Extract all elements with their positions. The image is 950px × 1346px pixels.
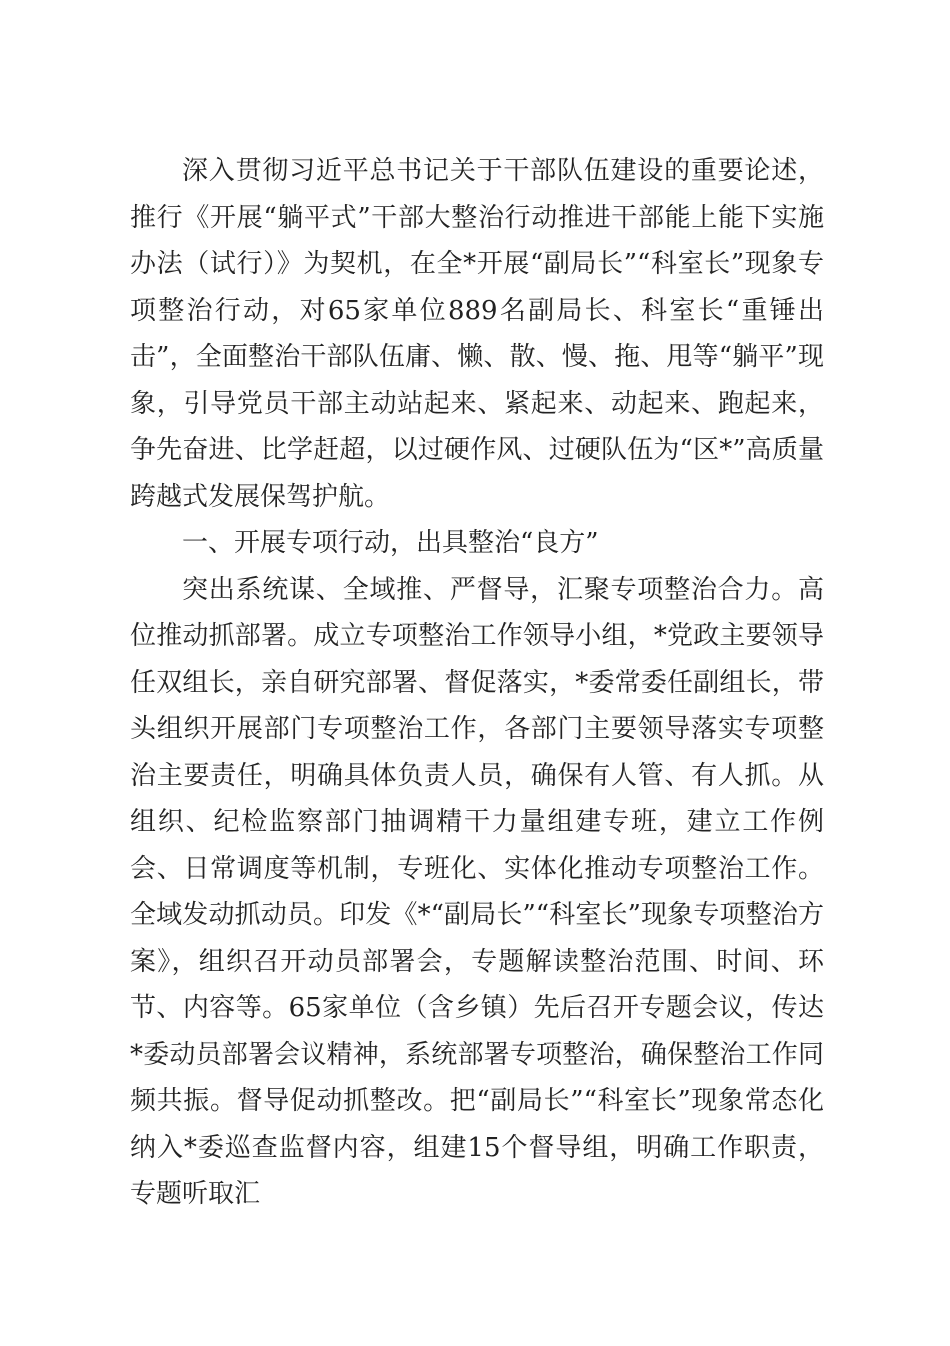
section-paragraph: 突出系统谋、全域推、严督导，汇聚专项整治合力。高位推动抓部署。成立专项整治工作领导小组，*党政主要领导任双组长，亲自研究部署、督促落实，*委常委任副组长，带头组织开展部门专项整治工作，各部门主要领导落实专项整治主要责任，明确具体负责人员，确保有人管、有人抓。从组织、纪检监察部门抽调精干力量组建专班，建立工作例会、日常调度等机制，专班化、实体化推动专项整治工作。全域发动抓动员。印发《*“副局长”“科室长”现象专项整治方案》，组织召开动员部署会，专题解读整治范围、时间、环节、内容等。65家单位（含乡镇）先后召开专题会议，传达*委动员部署会议精神，系统部署专项整治，确保整治工作同频共振。督导促动抓整改。把“副局长”“科室长”现象常态化纳入*委巡查监督内容，组建15个督导组，明确工作职责，专题听取汇 <box>130 574 824 1209</box>
document-body <box>130 148 824 1218</box>
intro-paragraph: 深入贯彻习近平总书记关于干部队伍建设的重要论述，推行《开展“躺平式”干部大整治行动推进干部能上能下实施办法（试行）》为契机，在全*开展“副局长”“科室长”现象专项整治行动，对65家单位889名副局长、科室长“重锤出击”，全面整治干部队伍庸、懒、散、慢、拖、甩等“躺平”现象，引导党员干部主动站起来、紧起来、动起来、跑起来，争先奋进、比学赶超，以过硬作风、过硬队伍为“区*”高质量跨越式发展保驾护航。 <box>130 156 824 512</box>
section-heading: 一、开展专项行动，出具整治“良方” <box>182 528 599 558</box>
